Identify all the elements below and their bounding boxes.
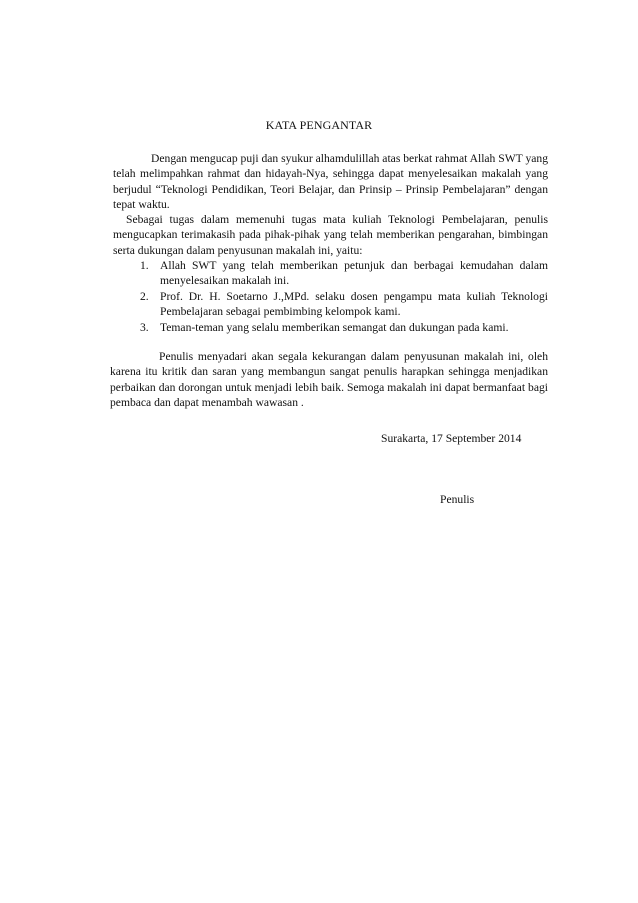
list-item [113, 289, 548, 320]
list-item-text: Teman-teman yang selalu memberikan semangat dan dukungan pada kami. [160, 320, 509, 334]
list-item-text: Prof. Dr. H. Soetarno J.,MPd. selaku dosen pengampu mata kuliah Teknologi Pembelajaran sebagai pembimbing kelompok kami. [160, 289, 548, 319]
list-item-number: 3. [140, 320, 149, 334]
acknowledgement-list [113, 258, 548, 335]
document-title: KATA PENGANTAR [265, 118, 373, 132]
paragraph-thanks: Sebagai tugas dalam memenuhi tugas mata kuliah Teknologi Pembelajaran, penulis mengucapkan terimakasih pada pihak-pihak yang telah memberikan pengarahan, bimbingan serta dukungan dalam penyusunan makalah ini, yaitu: [113, 213, 548, 257]
list-item [113, 320, 548, 335]
paragraph-opening: Dengan mengucap puji dan syukur alhamdulillah atas berkat rahmat Allah SWT yang telah melimpahkan rahmat dan hidayah-Nya, sehingga dapat menyelesaikan makalah yang berjudul “Teknologi Pendidikan, Teori Belajar, dan Prinsip – Prinsip Pembelajaran” dengan tepat waktu. [113, 152, 548, 212]
paragraph-closing: Penulis menyadari akan segala kekurangan dalam penyusunan makalah ini, oleh karena itu kritik dan saran yang membangun sangat penulis harapkan sehingga menjadikan perbaikan dan dorongan untuk menjadi lebih baik. Semoga makalah ini dapat bermanfaat bagi pembaca dan dapat menambah wawasan . [110, 350, 548, 410]
list-item [113, 258, 548, 289]
list-item-text: Allah SWT yang telah memberikan petunjuk dan berbagai kemudahan dalam menyelesaikan makalah ini. [160, 259, 548, 288]
place-and-date: Surakarta, 17 September 2014 [381, 432, 522, 445]
signature-name: Penulis [440, 493, 475, 506]
list-item-number: 2. [140, 289, 149, 303]
list-item-number: 1. [140, 259, 149, 272]
